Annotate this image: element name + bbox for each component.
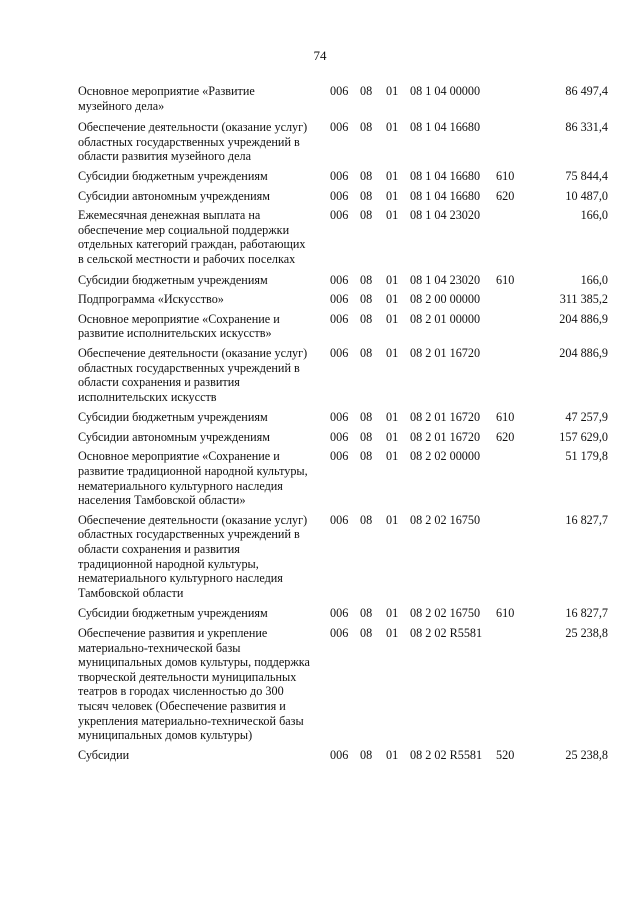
ministry-code: 006 <box>330 292 349 307</box>
table-row <box>78 410 608 425</box>
table-row <box>78 346 608 404</box>
row-name: Обеспечение развития и укрепление материально-технической базы муниципальных домов культуры, поддержка творческой деятельности муниципальных театров в городах численностью до 300 тысяч человек (Обеспечение развития и укрепления материально-технической базы муниципальных домов культуры) <box>78 626 310 743</box>
row-name: Субсидии <box>78 747 130 762</box>
row-name: Субсидии автономным учреждениям <box>78 429 270 444</box>
amount: 10 487,0 <box>565 188 608 203</box>
subsection-code: 01 <box>386 345 399 360</box>
amount: 75 844,4 <box>565 168 608 183</box>
subsection-code: 01 <box>386 626 399 640</box>
expense-type: 520 <box>496 747 515 762</box>
row-name: Обеспечение деятельности (оказание услуг) областных государственных учреждений в области сохранения и развития исполнительских искусств <box>78 345 308 404</box>
expense-type: 610 <box>496 410 515 425</box>
ministry-code: 006 <box>330 606 349 621</box>
ministry-code: 006 <box>330 311 349 326</box>
budget-table <box>78 84 608 767</box>
row-name: Подпрограмма «Искусство» <box>78 292 224 307</box>
subsection-code: 01 <box>386 292 399 307</box>
section-code: 08 <box>360 208 373 223</box>
amount: 311 385,2 <box>559 292 608 307</box>
row-name: Основное мероприятие «Сохранение и развитие традиционной народной культуры, нематериального культурного наследия населения Тамбовской области» <box>78 449 308 508</box>
ministry-code: 006 <box>330 208 349 223</box>
ministry-code: 006 <box>330 449 349 464</box>
target-article: 08 2 02 16750 <box>410 512 481 527</box>
section-code: 08 <box>360 120 373 135</box>
ministry-code: 006 <box>330 429 349 444</box>
row-name: Субсидии бюджетным учреждениям <box>78 606 268 621</box>
amount: 157 629,0 <box>559 429 608 444</box>
target-article: 08 1 04 23020 <box>410 208 481 223</box>
target-article: 08 2 02 R5581 <box>410 747 483 762</box>
table-row <box>78 292 608 307</box>
amount: 25 238,8 <box>565 626 608 640</box>
amount: 166,0 <box>580 272 608 287</box>
subsection-code: 01 <box>386 311 399 326</box>
subsection-code: 01 <box>386 606 399 621</box>
subsection-code: 01 <box>386 120 399 135</box>
row-name: Обеспечение деятельности (оказание услуг) областных государственных учреждений в области сохранения и развития традиционной народной культуры, нематериального культурного наследия Тамбовской области <box>78 512 308 600</box>
subsection-code: 01 <box>386 208 399 223</box>
ministry-code: 006 <box>330 626 349 640</box>
subsection-code: 01 <box>386 188 399 203</box>
table-row <box>78 430 608 445</box>
amount: 86 331,4 <box>565 120 608 135</box>
subsection-code: 01 <box>386 410 399 425</box>
subsection-code: 01 <box>386 429 399 444</box>
section-code: 08 <box>360 429 373 444</box>
page-number: 74 <box>313 48 327 63</box>
section-code: 08 <box>360 449 373 464</box>
amount: 166,0 <box>580 208 608 223</box>
section-code: 08 <box>360 168 373 183</box>
ministry-code: 006 <box>330 168 349 183</box>
target-article: 08 1 04 16680 <box>410 188 481 203</box>
table-row <box>78 312 608 341</box>
target-article: 08 1 04 23020 <box>410 272 481 287</box>
row-name: Основное мероприятие «Сохранение и развитие исполнительских искусств» <box>78 311 280 341</box>
row-name: Субсидии бюджетным учреждениям <box>78 272 268 287</box>
table-row <box>78 169 608 184</box>
table-row <box>78 84 608 113</box>
section-code: 08 <box>360 188 373 203</box>
section-code: 08 <box>360 292 373 307</box>
section-code: 08 <box>360 311 373 326</box>
target-article: 08 2 01 16720 <box>410 429 481 444</box>
subsection-code: 01 <box>386 272 399 287</box>
row-name: Ежемесячная денежная выплата на обеспечение мер социальной поддержки отдельных категорий граждан, работающих в сельской местности и рабочих поселках <box>78 208 306 266</box>
table-row <box>78 748 608 763</box>
amount: 25 238,8 <box>565 747 608 762</box>
row-name: Основное мероприятие «Развитие музейного дела» <box>78 84 255 113</box>
ministry-code: 006 <box>330 188 349 203</box>
target-article: 08 2 00 00000 <box>410 292 481 307</box>
section-code: 08 <box>360 606 373 621</box>
amount: 51 179,8 <box>565 449 608 464</box>
ministry-code: 006 <box>330 410 349 425</box>
row-name: Субсидии автономным учреждениям <box>78 188 270 203</box>
row-name: Субсидии бюджетным учреждениям <box>78 168 268 183</box>
target-article: 08 2 02 16750 <box>410 606 481 621</box>
subsection-code: 01 <box>386 84 399 98</box>
row-name: Субсидии бюджетным учреждениям <box>78 410 268 425</box>
target-article: 08 2 01 16720 <box>410 410 481 425</box>
section-code: 08 <box>360 272 373 287</box>
target-article: 08 2 02 R5581 <box>410 626 483 640</box>
subsection-code: 01 <box>386 449 399 464</box>
target-article: 08 1 04 16680 <box>410 168 481 183</box>
row-name: Обеспечение деятельности (оказание услуг) областных государственных учреждений в области развития музейного дела <box>78 120 308 164</box>
table-row <box>78 189 608 204</box>
subsection-code: 01 <box>386 512 399 527</box>
ministry-code: 006 <box>330 120 349 135</box>
amount: 204 886,9 <box>559 311 608 326</box>
table-row <box>78 606 608 621</box>
target-article: 08 1 04 00000 <box>410 84 481 98</box>
section-code: 08 <box>360 747 373 762</box>
section-code: 08 <box>360 345 373 360</box>
subsection-code: 01 <box>386 747 399 762</box>
expense-type: 610 <box>496 272 515 287</box>
ministry-code: 006 <box>330 512 349 527</box>
table-row <box>78 273 608 288</box>
target-article: 08 2 01 16720 <box>410 345 481 360</box>
section-code: 08 <box>360 84 373 98</box>
expense-type: 610 <box>496 168 515 183</box>
target-article: 08 1 04 16680 <box>410 120 481 135</box>
section-code: 08 <box>360 512 373 527</box>
amount: 204 886,9 <box>559 345 608 360</box>
table-row <box>78 513 608 601</box>
expense-type: 610 <box>496 606 515 621</box>
subsection-code: 01 <box>386 168 399 183</box>
amount: 16 827,7 <box>565 512 608 527</box>
amount: 16 827,7 <box>565 606 608 621</box>
target-article: 08 2 01 00000 <box>410 311 481 326</box>
ministry-code: 006 <box>330 272 349 287</box>
table-row <box>78 208 608 266</box>
ministry-code: 006 <box>330 345 349 360</box>
expense-type: 620 <box>496 429 515 444</box>
section-code: 08 <box>360 410 373 425</box>
amount: 86 497,4 <box>565 84 608 98</box>
ministry-code: 006 <box>330 84 349 98</box>
table-row <box>78 449 608 507</box>
table-row <box>78 626 608 743</box>
target-article: 08 2 02 00000 <box>410 449 481 464</box>
ministry-code: 006 <box>330 747 349 762</box>
expense-type: 620 <box>496 188 515 203</box>
section-code: 08 <box>360 626 373 640</box>
table-row <box>78 120 608 164</box>
amount: 47 257,9 <box>565 410 608 425</box>
